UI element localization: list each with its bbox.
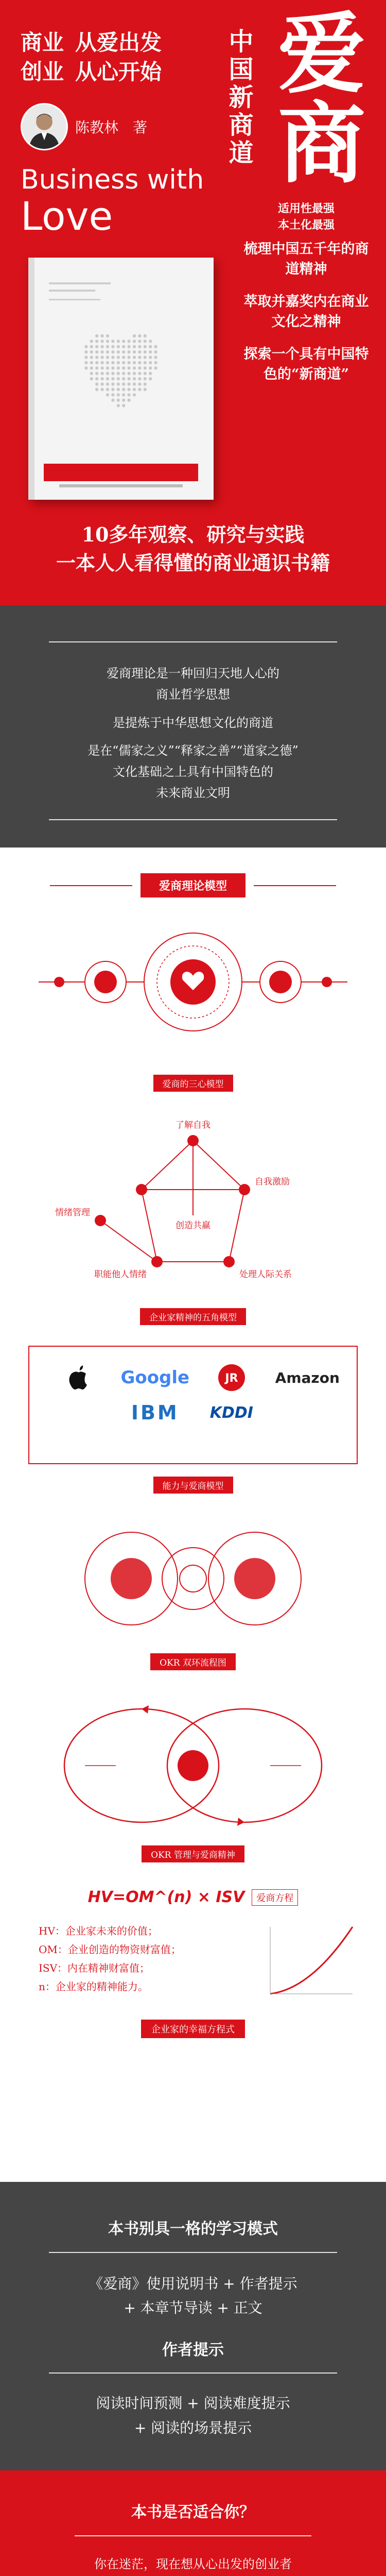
heart-dot xyxy=(117,404,120,407)
five-node-6: 处理人际关系 xyxy=(239,1269,292,1280)
heart-dot xyxy=(90,377,93,380)
avatar-icon xyxy=(22,103,66,150)
heart-dot xyxy=(111,393,114,396)
vertical-subtitle: 中国新商道 xyxy=(224,28,253,167)
heart-dot xyxy=(111,382,114,385)
heart-dot xyxy=(106,345,109,348)
happiness-banner: 企业家的幸福方程式 xyxy=(141,2020,245,2038)
heart-dot xyxy=(122,399,125,402)
five-node-5: 职能他人情绪 xyxy=(94,1269,147,1280)
formula-curve-icon xyxy=(265,1922,358,1999)
title-en xyxy=(21,165,204,237)
heart-dot xyxy=(90,340,93,343)
legend-1: HV：企业家未来的价值； xyxy=(39,1925,158,1937)
heart-dot xyxy=(149,377,152,380)
model-section xyxy=(0,848,386,2182)
heart-dot xyxy=(127,382,130,385)
hero-point-1: 适用性最强 xyxy=(277,202,335,215)
heart-dot xyxy=(144,355,147,359)
heart-dot xyxy=(95,388,98,391)
heart-dot xyxy=(95,366,98,369)
heart-dot xyxy=(138,366,141,369)
energy-caption: 能力与爱商模型 xyxy=(153,1477,233,1494)
intro-line-6: 未来商业文明 xyxy=(156,785,230,800)
five-node-4: 情绪管理 xyxy=(55,1208,90,1218)
heart-dot xyxy=(117,382,120,385)
heart-dot xyxy=(138,388,141,391)
audience-divider xyxy=(75,2535,311,2536)
hero-headline xyxy=(0,520,386,577)
heart-dot xyxy=(149,340,152,343)
heart-dot xyxy=(149,345,152,348)
heart-dot xyxy=(111,361,114,364)
slogan-left-1: 商业 xyxy=(21,30,64,55)
three-heart-caption: 爱商的三心模型 xyxy=(153,1075,233,1092)
three-heart-diagram xyxy=(28,915,358,1070)
heart-dot xyxy=(149,372,152,375)
heart-dot xyxy=(84,345,87,348)
heart-dot xyxy=(127,340,130,343)
heart-dot xyxy=(127,372,130,375)
audience-title: 本书是否适合你？ xyxy=(131,2503,255,2521)
heart-dot xyxy=(133,393,136,396)
heart-dot xyxy=(111,388,114,391)
heart-dot xyxy=(144,334,147,337)
heart-dot xyxy=(111,340,114,343)
logo-jr xyxy=(198,1362,265,1393)
logo-google: Google xyxy=(120,1367,190,1388)
five-node-1: 了解自我 xyxy=(176,1120,210,1130)
heart-dot xyxy=(154,366,157,369)
heart-dot xyxy=(138,340,141,343)
five-node-svg xyxy=(28,1112,358,1308)
heart-dot xyxy=(133,334,136,337)
formula-tag: 爱商方程 xyxy=(252,1889,298,1906)
heart-dot xyxy=(84,355,87,359)
heart-dot xyxy=(127,399,130,402)
intro-line-1: 爱商理论是一种回归天地人心的 xyxy=(107,666,279,681)
heart-dot xyxy=(117,377,120,380)
heart-dot xyxy=(154,355,157,359)
heart-dot xyxy=(90,366,93,369)
heart-dot xyxy=(106,361,109,364)
big-title-char-1: 爱 xyxy=(277,3,365,106)
heart-dot xyxy=(149,366,152,369)
heart-dot xyxy=(100,361,103,364)
learning-line-1: 《爱商》使用说明书 + 作者提示 xyxy=(89,2275,297,2292)
author-suffix: 著 xyxy=(133,119,148,136)
heart-dot xyxy=(144,382,147,385)
heart-dot xyxy=(122,404,125,407)
slogan-block xyxy=(21,28,206,87)
heart-dot xyxy=(117,361,120,364)
hint-title: 作者提示 xyxy=(162,2341,224,2359)
audience-section xyxy=(0,2470,386,2576)
heart-dot xyxy=(106,388,109,391)
five-node-2: 自我激励 xyxy=(255,1177,290,1187)
heart-dot xyxy=(144,366,147,369)
heart-dot xyxy=(154,350,157,353)
heart-dot xyxy=(111,350,114,353)
heart-dot xyxy=(95,345,98,348)
okr-svg xyxy=(28,1691,358,1840)
heart-dot xyxy=(95,340,98,343)
slogan-right-2: 从心开始 xyxy=(75,59,162,84)
heart-dot xyxy=(138,377,141,380)
heart-dot xyxy=(100,382,103,385)
headline-1: 10多年观察、研究与实践 xyxy=(81,523,305,546)
hero-point-3: 梳理中国五千年的商道精神 xyxy=(243,241,369,277)
legend-4: n：企业家的精神能力。 xyxy=(39,1980,148,1993)
heart-dot xyxy=(122,372,125,375)
hero-points xyxy=(242,201,371,385)
heart-dot xyxy=(149,350,152,353)
heart-dot xyxy=(84,366,87,369)
heart-dot xyxy=(138,382,141,385)
apple-logo-icon xyxy=(67,1364,90,1391)
heart-dot xyxy=(106,366,109,369)
learning-divider xyxy=(49,2252,337,2253)
heart-dot xyxy=(95,361,98,364)
author-name: 陈教林 xyxy=(75,119,119,136)
heart-dot xyxy=(127,393,130,396)
big-title-char-2: 商 xyxy=(277,92,365,195)
heart-dot xyxy=(117,350,120,353)
okr-diagram xyxy=(28,1691,358,1840)
heart-dot xyxy=(133,355,136,359)
capability-diagram xyxy=(28,1514,358,1643)
heart-dot xyxy=(106,334,109,337)
headline-2: 一本人人看得懂的商业通识书籍 xyxy=(56,551,330,575)
heart-dot xyxy=(138,334,141,337)
heart-dot xyxy=(154,361,157,364)
heart-dot xyxy=(100,340,103,343)
book-spine-shadow xyxy=(28,258,34,500)
intro-section xyxy=(0,605,386,848)
heart-dot xyxy=(106,382,109,385)
heart-dot xyxy=(122,393,125,396)
hint-line-1: 阅读时间预测 + 阅读难度提示 xyxy=(96,2395,290,2412)
heart-dot xyxy=(106,372,109,375)
logo-amazon: Amazon xyxy=(275,1369,340,1386)
heart-dot xyxy=(106,393,109,396)
heart-dot xyxy=(154,345,157,348)
five-node-diagram xyxy=(28,1112,358,1308)
title-en-line-2: Love xyxy=(21,193,113,239)
heart-dot xyxy=(106,377,109,380)
model-title: 爱商理论模型 xyxy=(141,873,245,897)
hero-point-4: 萃取并嘉奖内在商业文化之精神 xyxy=(243,294,369,330)
intro-line-5: 文化基础之上具有中国特色的 xyxy=(113,765,273,779)
heart-dot xyxy=(144,388,147,391)
heart-dot xyxy=(111,377,114,380)
heart-dot xyxy=(95,355,98,359)
jr-logo-icon xyxy=(216,1362,247,1393)
heart-dot xyxy=(127,355,130,359)
heart-dot xyxy=(95,382,98,385)
heart-dot xyxy=(100,377,103,380)
intro-divider-top xyxy=(49,641,337,642)
heart-dot xyxy=(133,372,136,375)
heart-dot xyxy=(95,372,98,375)
heart-dot xyxy=(122,366,125,369)
heart-dot xyxy=(117,388,120,391)
heart-dot xyxy=(133,388,136,391)
heart-dot xyxy=(106,350,109,353)
hero-point-5: 探索一个具有中国特色的“新商道” xyxy=(243,346,369,383)
heart-dot xyxy=(117,345,120,348)
heart-dot xyxy=(106,355,109,359)
heart-dot xyxy=(122,340,125,343)
heart-dot xyxy=(144,340,147,343)
heart-dot xyxy=(100,366,103,369)
okr-sub-caption: OKR 管理与爱商精神 xyxy=(142,1845,244,1862)
heart-dot xyxy=(90,372,93,375)
heart-dot xyxy=(122,350,125,353)
heart-dot xyxy=(90,361,93,364)
heart-dot xyxy=(138,361,141,364)
intro-divider-bottom xyxy=(49,819,337,820)
heart-dot xyxy=(122,361,125,364)
heart-dot xyxy=(111,355,114,359)
heart-dot xyxy=(127,366,130,369)
heart-dot xyxy=(95,377,98,380)
heart-dot xyxy=(122,377,125,380)
heart-dot xyxy=(144,361,147,364)
hero-point-2: 本土化最强 xyxy=(277,218,335,232)
heart-dot xyxy=(122,388,125,391)
logo-grid xyxy=(28,1346,358,1464)
heart-dot xyxy=(149,361,152,364)
heart-dot xyxy=(133,361,136,364)
heart-dot xyxy=(138,350,141,353)
heart-dot xyxy=(122,355,125,359)
hint-line-2: + 阅读的场景提示 xyxy=(134,2419,252,2436)
heart-dot xyxy=(138,355,141,359)
heart-dot xyxy=(100,334,103,337)
learning-title: 本书别具一格的学习模式 xyxy=(108,2220,278,2238)
heart-dot xyxy=(127,345,130,348)
heart-dot xyxy=(133,382,136,385)
hint-divider xyxy=(49,2372,337,2374)
heart-dot xyxy=(133,377,136,380)
heart-dot xyxy=(117,340,120,343)
formula-text: HV=OM^(n) × ISV xyxy=(87,1888,245,1906)
heart-dot xyxy=(95,350,98,353)
heart-dot xyxy=(133,345,136,348)
heart-dot xyxy=(122,345,125,348)
logo-ibm: IBM xyxy=(131,1401,179,1424)
five-node-3: 创造共赢 xyxy=(176,1221,210,1231)
heart-dot xyxy=(100,350,103,353)
learning-section xyxy=(0,2182,386,2470)
heart-dot xyxy=(90,355,93,359)
heart-dot xyxy=(117,393,120,396)
heart-dot xyxy=(90,345,93,348)
heart-dot xyxy=(100,345,103,348)
audience-item-1: 你在迷茫，现在想从心出发的创业者 xyxy=(94,2556,292,2571)
heart-dot xyxy=(133,340,136,343)
heart-dot xyxy=(111,366,114,369)
legend-2: OM：企业创造的物资财富值； xyxy=(39,1943,181,1956)
logo-placeholder-2 xyxy=(274,1402,341,1423)
slogan-right-1: 从爱出发 xyxy=(75,30,162,55)
heart-dot xyxy=(111,345,114,348)
logo-placeholder-1 xyxy=(45,1402,112,1423)
heart-dot xyxy=(106,340,109,343)
heart-dot xyxy=(100,372,103,375)
three-heart-svg xyxy=(28,915,358,1070)
heart-dot xyxy=(84,361,87,364)
heart-dot xyxy=(100,388,103,391)
heart-dot xyxy=(95,334,98,337)
heart-dot xyxy=(149,355,152,359)
heart-dot xyxy=(117,355,120,359)
heart-dot xyxy=(117,372,120,375)
author-row xyxy=(21,103,147,150)
heart-dot xyxy=(133,350,136,353)
intro-line-2: 商业哲学思想 xyxy=(156,687,230,702)
heart-dot xyxy=(127,388,130,391)
book-cover xyxy=(28,258,214,500)
logo-apple xyxy=(45,1362,112,1393)
big-title xyxy=(268,3,376,195)
heart-dot xyxy=(144,350,147,353)
heart-dot xyxy=(138,372,141,375)
hero-section xyxy=(0,0,386,605)
heart-dot xyxy=(111,372,114,375)
heart-dot xyxy=(84,350,87,353)
heart-dot xyxy=(122,382,125,385)
intro-line-3: 是提炼于中华思想文化的商道 xyxy=(113,715,273,730)
legend-3: ISV：内在精神财富值； xyxy=(39,1962,150,1974)
title-en-line-1: Business with xyxy=(21,164,204,195)
heart-dot xyxy=(117,399,120,402)
heart-dot xyxy=(127,377,130,380)
book-heart-graphic xyxy=(28,258,214,500)
heart-dot xyxy=(144,372,147,375)
slogan-left-2: 创业 xyxy=(21,59,64,84)
okr-caption: OKR 双环流程图 xyxy=(150,1653,236,1670)
heart-dot xyxy=(117,366,120,369)
heart-dot xyxy=(144,377,147,380)
heart-dot xyxy=(127,350,130,353)
jr-logo-text: JR xyxy=(225,1372,238,1385)
author-avatar xyxy=(21,103,68,150)
heart-dot xyxy=(127,361,130,364)
capability-svg xyxy=(28,1514,358,1643)
heart-dot xyxy=(138,345,141,348)
logo-kddi: KDDI xyxy=(209,1403,253,1422)
formula-block xyxy=(28,1888,358,1999)
heart-dot xyxy=(90,350,93,353)
heart-dot xyxy=(111,399,114,402)
intro-line-4: 是在“儒家之义”“释家之善”“道家之德” xyxy=(87,743,299,758)
heart-dot xyxy=(133,366,136,369)
heart-dot xyxy=(144,345,147,348)
five-node-caption: 企业家精神的五角模型 xyxy=(140,1308,246,1325)
heart-dot xyxy=(100,355,103,359)
learning-line-2: + 本章节导读 + 正文 xyxy=(124,2299,262,2317)
